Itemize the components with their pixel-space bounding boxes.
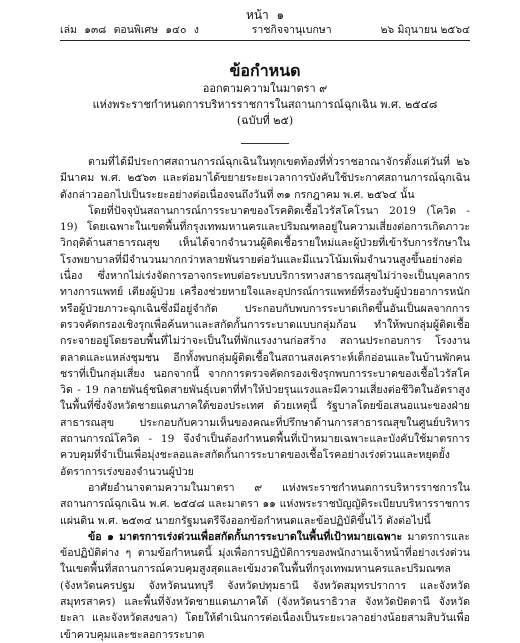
paragraph-authority: อาศัยอำนาจตามความในมาตรา ๙ แห่งพระราชกำหนดการบริหารราชการในสถานการณ์ฉุกเฉิน พ.ศ. ๒๕๔๘ และมาตรา ๑๑ แห่งพระราชบัญญัติระเบียบบริหารราชการแผ่นดิน พ.ศ. ๒๕๓๔ นายกรัฐมนตรีจึงออกข้อกำหนดและข้อปฏิบัติขึ้นไว้ ดังต่อไปนี้ [60,481,470,527]
page-number: ๑ [276,8,285,22]
paragraph-background: ตามที่ได้มีประกาศสถานการณ์ฉุกเฉินในทุกเขตท้องที่ทั่วราชอาณาจักรตั้งแต่วันที่ ๒๖ มีนาคม พ.ศ. ๒๕๖๓ และต่อมาได้ขยายระยะเวลาการบังคับใช้ประกาศสถานการณ์ฉุกเฉินดังกล่าวออกไปเป็นระยะอย่างต่อเนื่องจนถึงวันที่ ๓๑ กรกฎาคม พ.ศ. ๒๕๖๔ นั้น [60,156,470,201]
special-number: ๑๔๐ [165,24,187,36]
gazette-date: ๒๖ มิถุนายน ๒๕๖๔ [380,24,470,36]
section-letter: ง [193,24,199,36]
document-subtitle-issue: (ฉบับที่ ๒๕) [236,114,294,127]
special-label: ตอนพิเศษ [113,24,158,36]
clause-1 [60,529,470,643]
page-number-line [60,8,470,22]
document-title: ข้อกำหนด [229,61,301,80]
clause-1-heading: ข้อ ๑ มาตรการเร่งด่วนเพื่อสกัดกั้นการระบาดในพื้นที่เป้าหมายเฉพาะ [88,530,403,543]
title-divider [241,143,289,144]
clause-1-text: มาตรการและข้อปฏิบัติต่าง ๆ ตามข้อกำหนดนี้ มุ่งเพื่อการปฏิบัติการของพนักงานเจ้าหน้าที่อย่างเร่งด่วนในเขตพื้นที่สถานการณ์ควบคุมสูงสุดและเข้มงวดในพื้นที่กรุงเทพมหานครและปริมณฑล (จังหวัดนครปฐม จังหวัดนนทบุรี จังหวัดปทุมธานี จังหวัดสมุทรปราการ และจังหวัดสมุทรสาคร) และพื้นที่จังหวัดชายแดนภาคใต้ (จังหวัดนราธิวาส จังหวัดปัตตานี จังหวัดยะลา และจังหวัดสงขลา) โดยให้ดำเนินการต่อเนื่องเป็นระยะเวลาอย่างน้อยสามสิบวันเพื่อเข้าควบคุมและชะลอการระบาด [60,530,470,641]
page-label: หน้า [245,8,269,22]
volume-number: ๑๓๘ [84,24,107,36]
document-subtitle-decree: แห่งพระราชกำหนดการบริหารราชการในสถานการณ์ฉุกเฉิน พ.ศ. ๒๕๔๘ [92,98,438,111]
header-rule [60,40,470,41]
volume-info [60,23,203,37]
gazette-header [60,23,470,37]
document-subtitle-authority: ออกตามความในมาตรา ๙ [202,82,328,95]
paragraph-situation: โดยที่ปัจจุบันสถานการณ์การระบาดของโรคติดเชื้อไวรัสโคโรนา 2019 (โควิด - 19) โดยเฉพาะในเขตพื้นที่กรุงเทพมหานครและปริมณฑลอยู่ในความเสี่ยงต่อการเกิดภาวะวิกฤติด้านสาธารณสุข เห็นได้จากจำนวนผู้ติดเชื้อรายใหม่และผู้ป่วยที่เข้ารับการรักษาในโรงพยาบาลที่มีจำนวนมากกว่าหลายพันรายต่อวันและมีแนวโน้มเพิ่มจำนวนสูงขึ้นอย่างต่อเนื่อง ซึ่งหากไม่เร่งจัดการอาจกระทบต่อระบบบริการทางสาธารณสุขไม่ว่าจะเป็นบุคลากรทางการแพทย์ เตียงผู้ป่วย เครื่องช่วยหายใจและอุปกรณ์การแพทย์ที่รองรับผู้ป่วยอาการหนักหรือผู้ป่วยภาวะฉุกเฉินซึ่งมีอยู่จำกัด ประกอบกับพบการระบาดเกิดขึ้นอันเป็นผลจากการตรวจคัดกรองเชิงรุกเพื่อค้นหาและสกัดกั้นการระบาดแบบกลุ่มก้อน ทำให้พบกลุ่มผู้ติดเชื้อกระจายอยู่โดยรอบพื้นที่ไม่ว่าจะเป็นในที่พักแรงงานก่อสร้าง สถานประกอบการ โรงงาน ตลาดและแหล่งชุมชน อีกทั้งพบกลุ่มผู้ติดเชื้อในสถานสงเคราะห์เด็กอ่อนและในบ้านพักคนชราที่เป็นกลุ่มเสี่ยง นอกจากนี้ จากการตรวจคัดกรองเชิงรุกพบการระบาดของเชื้อไวรัสโควิด - 19 กลายพันธุ์ชนิดสายพันธุ์เบตาที่ทำให้ป่วยรุนแรงและมีความเสี่ยงต่อชีวิตในอัตราสูงในพื้นที่ซึ่งจังหวัดชายแดนภาคใต้ของประเทศ ด้วยเหตุนี้ รัฐบาลโดยข้อเสนอแนะของฝ่ายสาธารณสุข ประกอบกับความเห็นของคณะที่ปรึกษาด้านการสาธารณสุขในศูนย์บริหารสถานการณ์โควิด - 19 จึงจำเป็นต้องกำหนดพื้นที่เป้าหมายเฉพาะและบังคับใช้มาตรการควบคุมที่จำเป็นเพื่อมุ่งชะลอและสกัดกั้นการระบาดของเชื้อโรคอย่างเร่งด่วนและหยุดยั้งอัตราการเร่งของจำนวนผู้ป่วย [60,204,470,478]
volume-label: เล่ม [60,24,77,36]
gazette-name: ราชกิจจานุเบกษา [251,24,332,36]
